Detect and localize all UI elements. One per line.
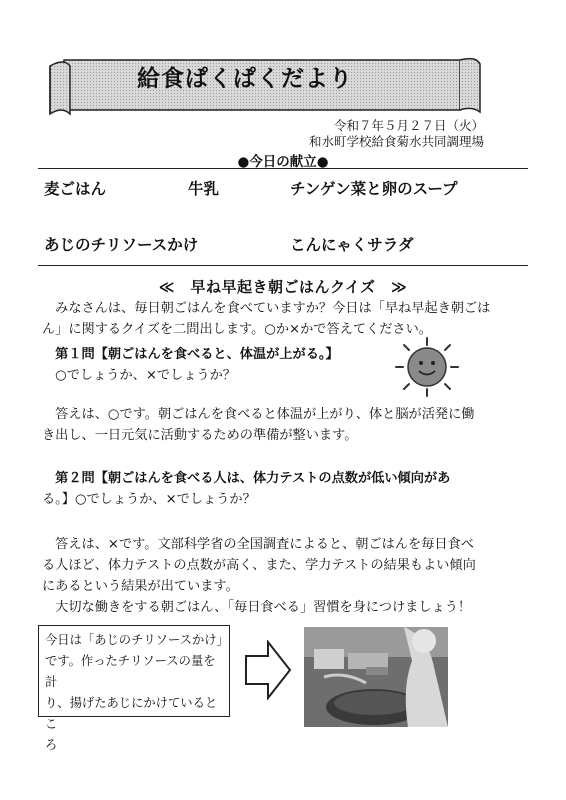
caption-line: です。作ったチリソースの量を計 [45, 654, 216, 689]
organization-name: 和水町学校給食菊水共同調理場 [308, 134, 484, 149]
answer-2 [42, 534, 512, 618]
quiz-title: ≪ 早ね早起き朝ごはんクイズ ≫ [158, 278, 408, 296]
text-line: にあるという結果が出ています。 [42, 579, 239, 594]
text-line: ん」に関するクイズを二問出します。○か×かで答えてください。 [42, 322, 432, 337]
text-line: る人ほど、体力テストの点数が高く、また、学力テストの結果もよい傾向 [42, 558, 476, 573]
menu-item: こんにゃくサラダ [290, 236, 414, 254]
text-line: き出し、一日元気に活動するための準備が整います。 [42, 428, 358, 443]
menu-item: あじのチリソースかけ [44, 236, 199, 254]
question-line: 第２問【朝ごはんを食べる人は、体力テストの点数が低い傾向があ [42, 471, 451, 486]
smiling-sun-icon [392, 336, 462, 398]
photo-caption [38, 625, 230, 752]
page-title: 給食ぱくぱくだより [137, 66, 353, 92]
answer-1 [42, 404, 512, 446]
caption-line: り、揚げたあじにかけているとこ [45, 696, 218, 731]
kitchen-photo [304, 627, 448, 727]
quiz-intro [42, 298, 512, 340]
question-line: る。】○でしょうか、×でしょうか？ [42, 492, 256, 507]
menu-item: 牛乳 [188, 180, 220, 198]
caption-line: ろ [45, 738, 58, 752]
text-line: みなさんは、毎日朝ごはんを食べていますか？今日は「早ね早起き朝ごは [42, 301, 491, 316]
text-line: 大切な働きをする朝ごはん、「毎日食べる」習慣を身につけましょう！ [42, 600, 472, 615]
menu-heading: ●今日の献立● [237, 154, 329, 170]
text-line: 答えは、×です。文部科学省の全国調査によると、朝ごはんを毎日食べ [42, 537, 474, 552]
text-line: 答えは、○です。朝ごはんを食べると体温が上がり、体と脳が活発に働 [42, 407, 475, 422]
menu-box [38, 168, 528, 266]
question-line: 第１問【朝ごはんを食べると、体温が上がる。】 [42, 347, 339, 362]
menu-item: チンゲン菜と卵のスープ [290, 180, 458, 198]
caption-line: 今日は「あじのチリソースかけ」 [45, 633, 229, 647]
menu-item: 麦ごはん [44, 180, 107, 198]
question-2 [42, 468, 512, 510]
issue-date: 令和７年５月２７日（火） [333, 118, 484, 133]
right-arrow-icon [244, 640, 292, 700]
question-line: ○でしょうか、×でしょうか？ [42, 368, 236, 383]
